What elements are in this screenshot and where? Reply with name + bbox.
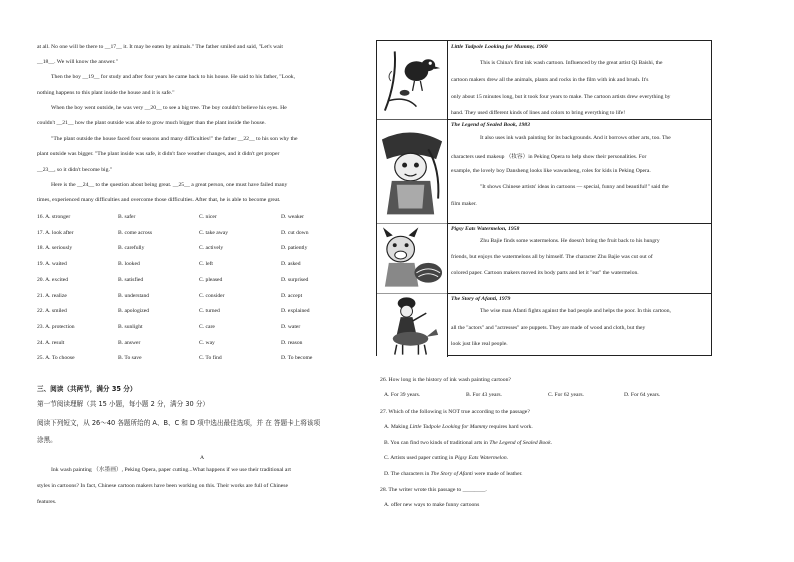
cartoon-description-line: cartoon makers drew all the animals, plants and rocks in the film with ink and brush. It's — [451, 77, 649, 83]
cartoon-description-line: "It shows Chinese artists' ideas in cartoons — special, funny and beautiful!" said the — [480, 184, 669, 190]
option-item: C. consider — [199, 292, 225, 299]
question-26-option: B. For 43 years. — [466, 392, 502, 398]
cartoon-description-line: only about 15 minutes long, but it took four years to make. The cartoon artists drew everything by — [451, 94, 671, 100]
option-title: The Legend of Sealed Book — [489, 439, 551, 446]
question-28: 28. The writer wrote this passage to ________. — [380, 487, 487, 493]
table-row — [377, 293, 711, 357]
cartoon-table — [376, 40, 712, 356]
table-row — [377, 41, 711, 120]
instruction: 阅读下列短文，从 26～40 各题所给的 A、B、C 和 D 项中选出最佳选项，并 在 答题卡上将该项 — [37, 419, 321, 427]
option-item: D. asked — [281, 261, 301, 268]
cartoon-illustration — [377, 293, 448, 357]
cartoon-description-line: Zhu Bajie finds some watermelons. He doesn't bring the fruit back to his hungry — [480, 238, 660, 244]
option-text: B. You can find two kinds of traditional arts in — [384, 439, 490, 446]
story-line: When the boy went outside, he was very __20__ to see a big tree. The boy couldn't believe his eyes. He — [51, 105, 287, 111]
option-item: C. nicer — [199, 214, 217, 220]
option-text: . — [506, 455, 509, 461]
story-line: at all. No one will be there to __17__ it. It may be eaten by animals." The father smiled and said, "Let's wait — [37, 44, 283, 50]
cartoon-description-line: friends, but enjoys the watermelons all by himself. The character Zhu Bajie was cut out of — [451, 254, 653, 260]
story-line: times, experienced many difficulties and overcome those difficulties. After that, he is able to become great. — [37, 197, 281, 203]
story-line: couldn't __21__ how the plant outside was able to grow much bigger than the plant inside the house. — [37, 120, 266, 126]
question-26: 26. How long is the history of ink wash painting cartoon? — [380, 377, 511, 383]
cartoon-description-line: characters used makeup （妆容）in Peking Opera to help show their personalities. For — [451, 154, 647, 160]
cartoon-description-line: The wise man Afanti fights against the bad people and helps the poor. In this cartoon, — [480, 308, 671, 314]
option-item: B. sunlight — [118, 323, 143, 330]
question-27-option — [384, 455, 508, 461]
option-item: B. carefully — [118, 245, 145, 252]
story-line: "The plant outside the house faced four seasons and many difficulties!" the father __22__ to his son why the — [51, 136, 298, 142]
option-item: 18. A. seriously — [37, 245, 73, 252]
cartoon-description-line: all the "actors" and "actresses" are puppets. They are made of wood and cloth, but they — [451, 325, 646, 331]
option-item: 19. A. waited — [37, 261, 67, 268]
option-item: B. come across — [118, 229, 153, 236]
option-item: 24. A. result — [37, 339, 65, 346]
cartoon-description-line: film maker. — [451, 201, 477, 207]
option-item: B. looked — [118, 261, 140, 268]
question-26-option: D. For 64 years. — [624, 392, 661, 398]
story-line: nothing happens to this plant inside the house and it is safe." — [37, 90, 175, 96]
option-item: D. surprised — [281, 276, 309, 283]
cartoon-description-line: look just like real people. — [451, 341, 508, 347]
cartoon-description-line: It also uses ink wash painting for its backgrounds. And it borrows other arts, too. The — [480, 135, 671, 141]
story-line: __18__. We will know the answer." — [37, 59, 118, 65]
option-item: 17. A. look after — [37, 229, 74, 236]
question-27-option — [384, 471, 523, 477]
option-item: D. weaker — [281, 214, 304, 220]
option-title: Little Tadpole Looking for Mummy — [409, 424, 488, 430]
option-item: B. To save — [118, 355, 142, 362]
question-26-option: C. For 62 years. — [548, 392, 584, 398]
question-27: 27. Which of the following is NOT true according to the passage? — [380, 409, 530, 415]
question-27-option — [384, 424, 533, 430]
option-title: Pigsy Eats Watermelon — [454, 455, 507, 461]
cartoon-description-line: This is China's first ink wash cartoon. Influenced by the great artist Qi Baishi, the — [480, 60, 663, 66]
story-line: Here is the __24__ to the question about being great. __25__ a great person, one must have failed many — [51, 182, 288, 188]
option-item: D. reason — [281, 339, 303, 346]
option-item: D. accept — [281, 292, 303, 299]
passage-line: Ink wash painting （水墨画）, Peking Opera, paper cutting...What happens if we use their traditional art — [51, 467, 291, 473]
story-line: plant outside was bigger. "The plant inside was safe, it didn't face weather changes, and it didn't get proper — [37, 151, 280, 157]
option-item: C. pleased — [199, 276, 223, 283]
option-text: requires hard work. — [487, 424, 533, 430]
question-27-option — [384, 440, 552, 446]
section-title: 三、阅读（共两节，满分 35 分） — [37, 385, 137, 393]
option-item: D. explained — [281, 308, 310, 315]
question-28-option: A. offer new ways to make funny cartoons — [384, 502, 480, 508]
cartoon-illustration — [377, 223, 448, 293]
option-item: 16. A. stronger — [37, 214, 71, 220]
option-item: D. cut down — [281, 229, 309, 236]
table-row — [377, 223, 711, 294]
section-subtitle: 第一节阅读理解（共 15 小题，每小题 2 分，满分 30 分） — [37, 400, 210, 408]
cartoon-title: Little Tadpole Looking for Mummy, 1960 — [451, 44, 548, 50]
option-item: D. water — [281, 323, 301, 330]
option-item: D. patiently — [281, 245, 308, 252]
option-item: C. way — [199, 339, 215, 346]
passage-line: features. — [37, 499, 57, 505]
cartoon-title: The Legend of Sealed Book, 1983 — [451, 122, 530, 128]
story-line: Then the boy __19__ for study and after four years he came back to his house. He said to his father, "Look, — [51, 74, 296, 80]
cartoon-description-line: hand. They used different kinds of lines and colors to bring everything to life! — [451, 110, 626, 116]
option-item: B. satisfied — [118, 276, 144, 283]
option-item: C. actively — [199, 245, 224, 252]
option-item: C. care — [199, 323, 215, 330]
option-text: were made of leather. — [472, 470, 523, 477]
story-line: __23__, so it didn't become big." — [37, 167, 113, 173]
cartoon-title: Pigsy Eats Watermelon, 1958 — [451, 226, 520, 232]
cartoon-description-line: example, the lovely boy Dansheng looks like wawasheng, roles for kids in Peking Opera. — [451, 168, 651, 174]
question-26-option: A. For 39 years. — [384, 392, 421, 398]
option-item: C. turned — [199, 308, 220, 315]
option-item: B. apologized — [118, 308, 150, 315]
table-row — [377, 119, 711, 224]
option-text: D. The characters in — [384, 470, 431, 477]
cartoon-illustration — [377, 41, 448, 119]
cartoon-description-line: colored paper. Cartoon makers moved its body parts and let it "eat" the watermelon. — [451, 270, 639, 276]
option-title: The Story of Afanti — [430, 470, 473, 477]
option-item: B. safer — [118, 214, 136, 220]
option-item: D. To become — [281, 355, 313, 362]
option-item: 21. A. realize — [37, 292, 67, 299]
option-item: 22. A. smiled — [37, 308, 67, 315]
passage-label: A — [200, 455, 205, 461]
option-item: B. understand — [118, 292, 150, 299]
option-item: B. answer — [118, 339, 141, 346]
option-item: 20. A. excited — [37, 276, 69, 283]
option-text: A. Making — [384, 424, 410, 430]
option-item: 23. A. protection — [37, 323, 75, 330]
option-item: C. take away — [199, 229, 229, 236]
passage-line: styles in cartoons? In fact, Chinese cartoon makers have been working on this. Their works are full of Chinese — [37, 483, 289, 489]
option-item: C. left — [199, 261, 213, 268]
option-text: C. Artists used paper cutting in — [384, 455, 455, 461]
option-item: C. To find — [199, 355, 222, 362]
cartoon-title: The Story of Afanti, 1979 — [451, 296, 511, 302]
instruction: 涂黑。 — [37, 436, 57, 444]
option-item: 25. A. To choose — [37, 355, 75, 362]
cartoon-illustration — [377, 119, 448, 223]
option-text: . — [550, 439, 552, 446]
